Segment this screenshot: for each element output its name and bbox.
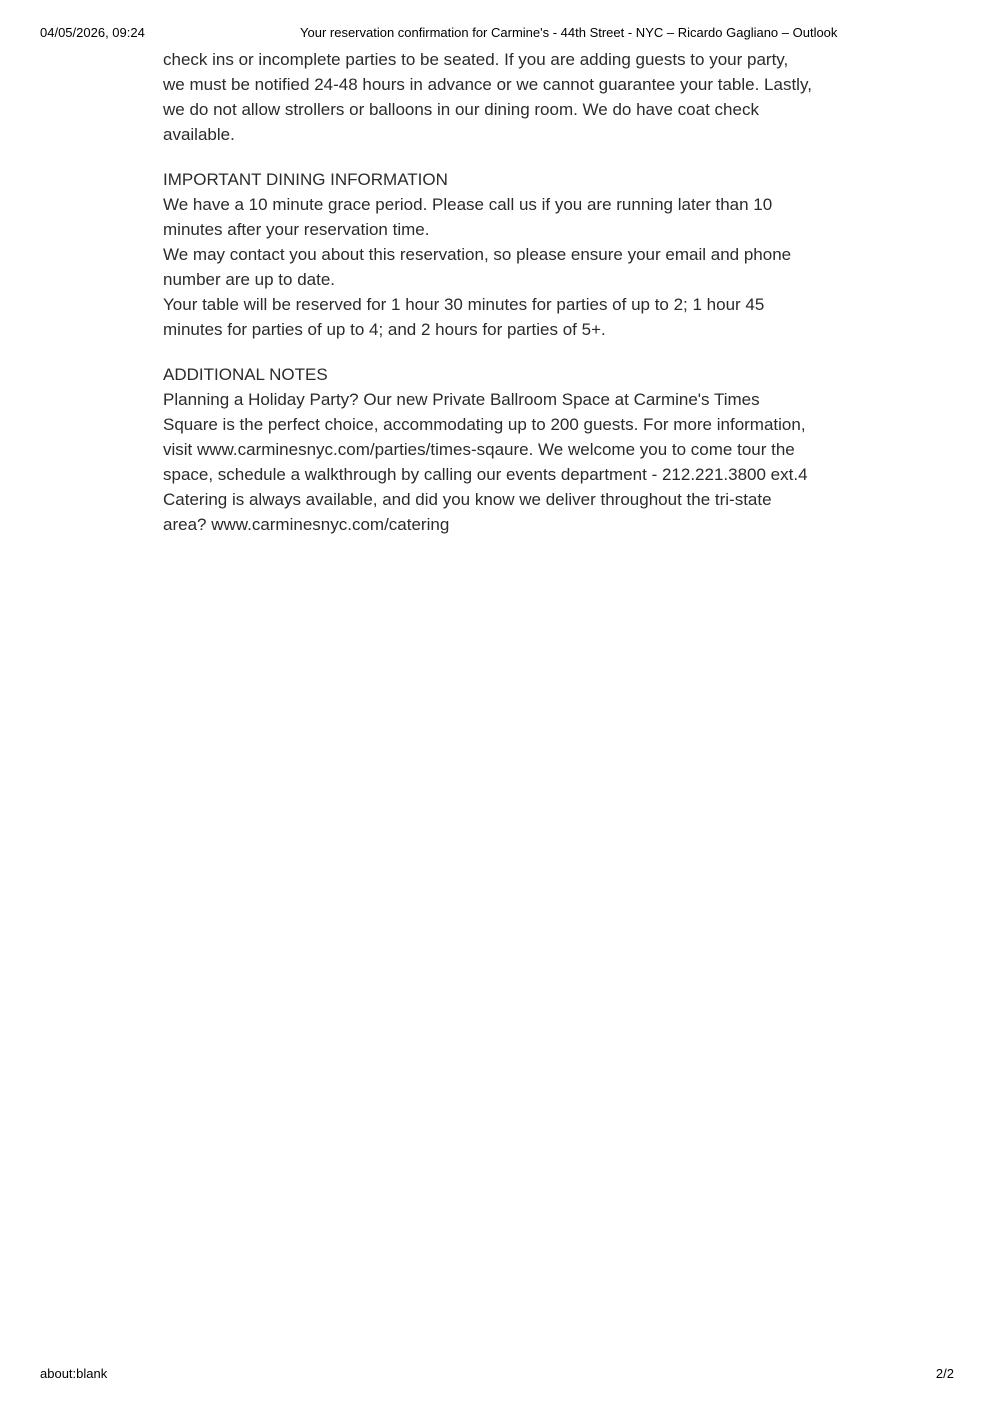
print-header-title: Your reservation confirmation for Carmine's - 44th Street - NYC – Ricardo Gagliano – Outlook: [300, 25, 838, 40]
important-dining-line: We have a 10 minute grace period. Please call us if you are running later than 10: [163, 195, 773, 214]
additional-notes-line: visit www.carminesnyc.com/parties/times-sqaure. We welcome you to come tour the: [163, 440, 795, 459]
additional-notes-section: [163, 362, 853, 537]
policy-line: we do not allow strollers or balloons in our dining room. We do have coat check: [163, 100, 759, 119]
additional-notes-line: space, schedule a walkthrough by calling our events department - 212.221.3800 ext.4: [163, 465, 808, 484]
additional-notes-line: area? www.carminesnyc.com/catering: [163, 515, 450, 534]
policy-line: we must be notified 24-48 hours in advance or we cannot guarantee your table. Lastly,: [163, 75, 812, 94]
additional-notes-heading: ADDITIONAL NOTES: [163, 365, 328, 384]
important-dining-section: [163, 167, 853, 342]
policy-line: available.: [163, 125, 235, 144]
print-footer-page-number: 2/2: [935, 1366, 954, 1381]
important-dining-line: minutes after your reservation time.: [163, 220, 430, 239]
important-dining-line: We may contact you about this reservation, so please ensure your email and phone: [163, 245, 792, 264]
print-header-datetime: 04/05/2026, 09:24: [40, 25, 145, 40]
important-dining-line: number are up to date.: [163, 270, 336, 289]
policy-line: check ins or incomplete parties to be seated. If you are adding guests to your party,: [163, 50, 789, 69]
important-dining-line: Your table will be reserved for 1 hour 30 minutes for parties of up to 2; 1 hour 45: [163, 295, 765, 314]
additional-notes-line: Square is the perfect choice, accommodating up to 200 guests. For more information,: [163, 415, 806, 434]
email-body: [163, 47, 853, 537]
important-dining-line: minutes for parties of up to 4; and 2 hours for parties of 5+.: [163, 320, 606, 339]
additional-notes-line: Planning a Holiday Party? Our new Private Ballroom Space at Carmine's Times: [163, 390, 760, 409]
print-footer-url: about:blank: [40, 1366, 108, 1381]
additional-notes-line: Catering is always available, and did you know we deliver throughout the tri-state: [163, 490, 772, 509]
policy-continuation: [163, 47, 853, 147]
important-dining-heading: IMPORTANT DINING INFORMATION: [163, 170, 448, 189]
